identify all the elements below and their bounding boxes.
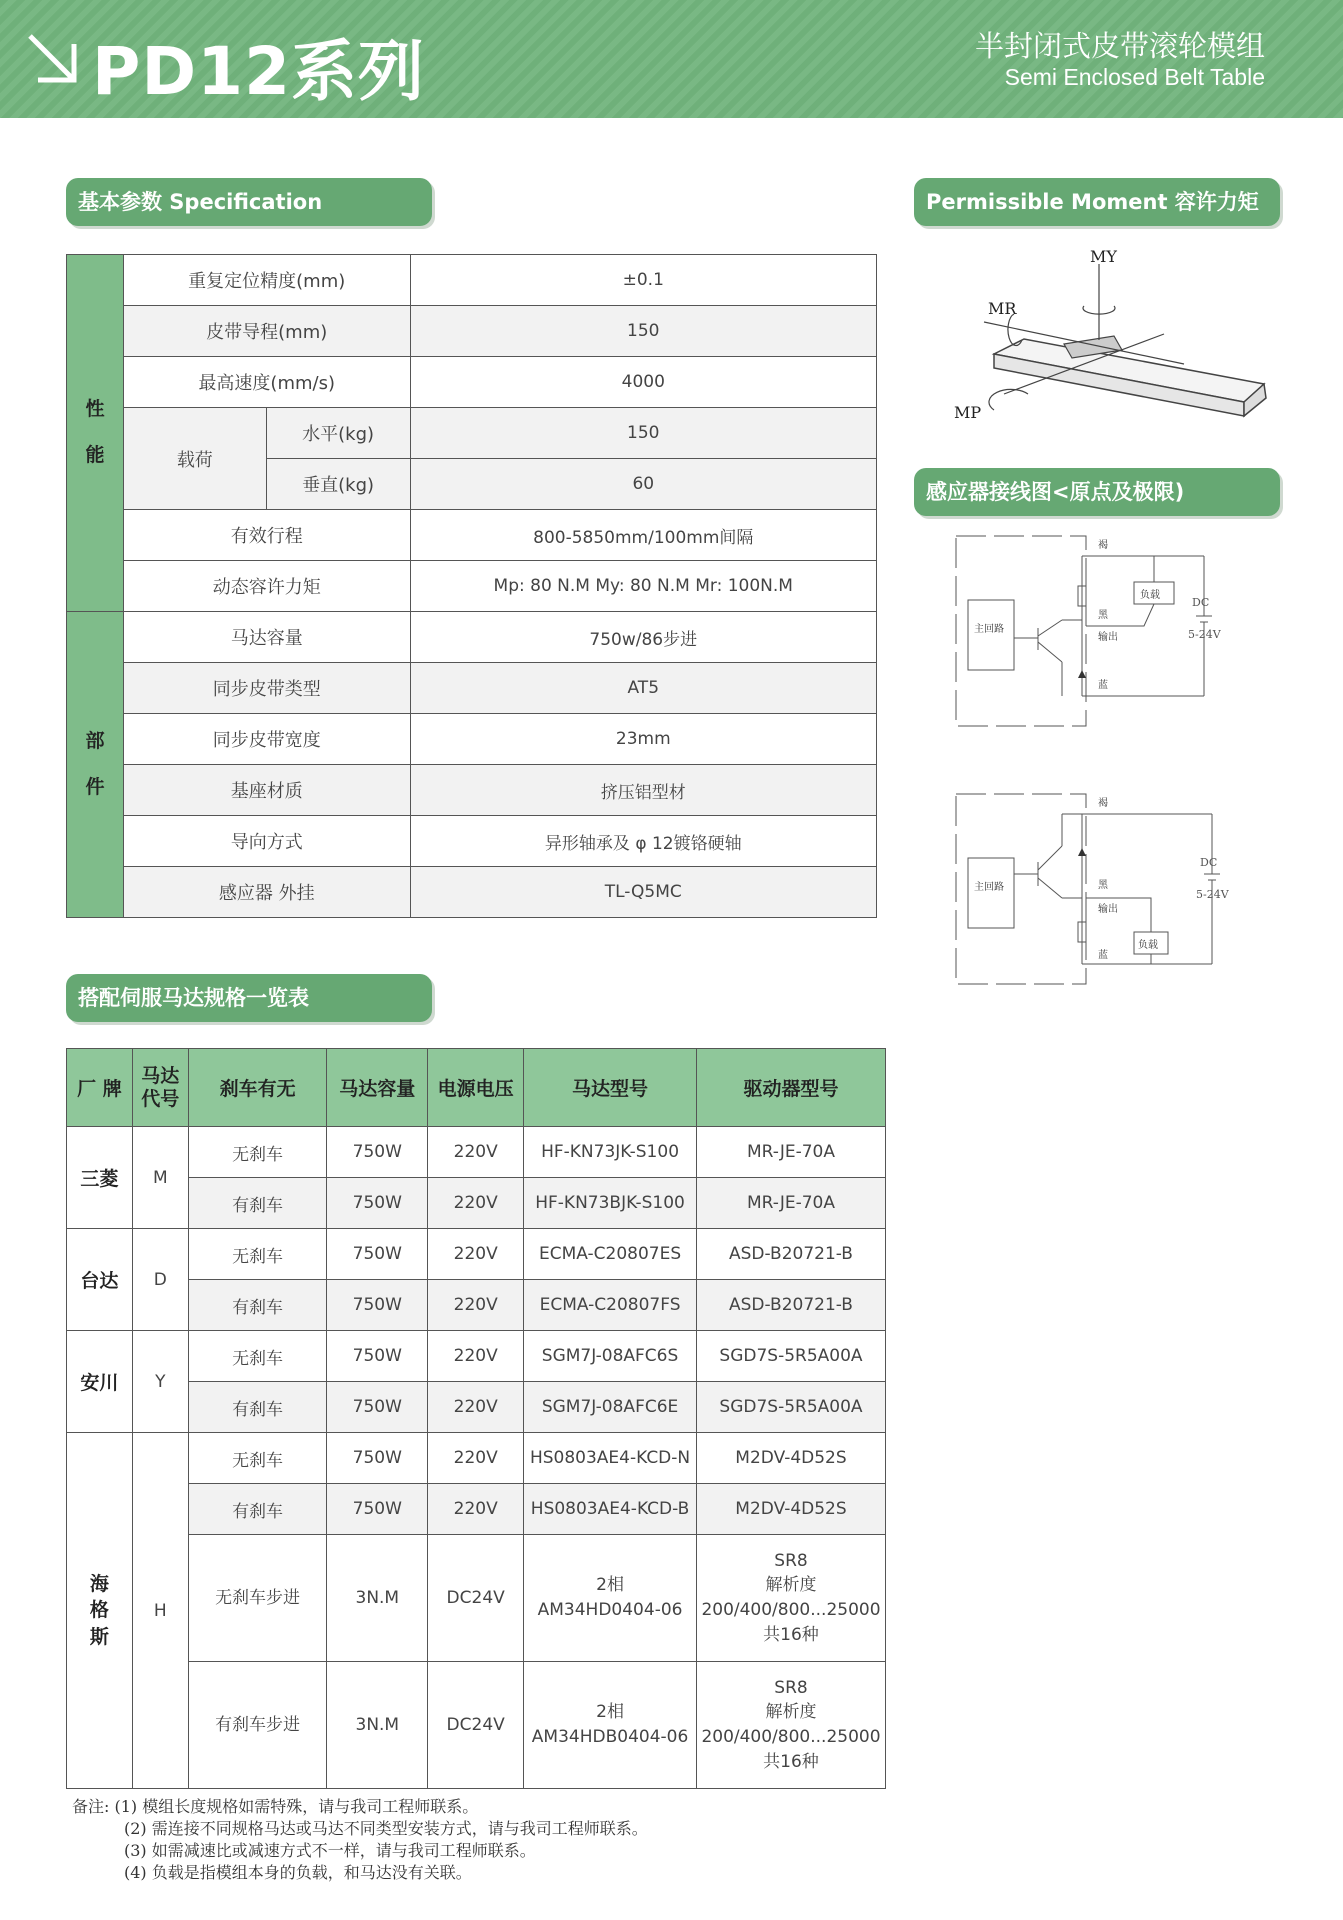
spec-label: 皮带导程(mm): [123, 306, 410, 357]
model-cell: HF-KN73JK-S100: [524, 1127, 697, 1178]
spec-value: 23mm: [410, 714, 876, 765]
table-row: [67, 255, 877, 306]
driver-cell: M2DV-4D52S: [696, 1433, 885, 1484]
model-cell: HS0803AE4-KCD-N: [524, 1433, 697, 1484]
table-row: [67, 867, 877, 918]
model-cell: ECMA-C20807ES: [524, 1229, 697, 1280]
voltage-cell: 220V: [428, 1178, 524, 1229]
voltage-cell: 220V: [428, 1127, 524, 1178]
note-item: (2) 需连接不同规格马达或马达不同类型安装方式，请与我司工程师联系。: [124, 1819, 648, 1838]
label-mr: MR: [988, 299, 1017, 318]
voltage-cell: DC24V: [428, 1535, 524, 1662]
dc-label: DC: [1192, 596, 1210, 609]
voltage-label: 5-24V: [1196, 888, 1229, 901]
brown-wire-label: 褐: [1098, 798, 1108, 809]
note-item: (4) 负载是指模组本身的负载，和马达没有关联。: [124, 1863, 472, 1882]
voltage-label: 5-24V: [1188, 628, 1221, 641]
driver-cell: [696, 1662, 885, 1789]
model-cell: SGM7J-08AFC6S: [524, 1331, 697, 1382]
header-model: 马达型号: [524, 1049, 697, 1127]
capacity-cell: 750W: [327, 1484, 428, 1535]
driver-line: 共16种: [763, 1624, 819, 1645]
brake-cell: 无刹车: [188, 1229, 327, 1280]
spec-value: 800-5850mm/100mm间隔: [410, 510, 876, 561]
model-cell: SGM7J-08AFC6E: [524, 1382, 697, 1433]
voltage-cell: 220V: [428, 1280, 524, 1331]
spec-label: 重复定位精度(mm): [123, 255, 410, 306]
brand-cell: 三菱: [67, 1127, 133, 1229]
spec-value: 4000: [410, 357, 876, 408]
dc-label: DC: [1200, 856, 1218, 869]
main-circuit-label: 主回路: [974, 882, 1004, 893]
driver-cell: [696, 1535, 885, 1662]
label-mp: MP: [954, 403, 982, 422]
moment-section-title: Permissible Moment 容许力矩: [914, 178, 1280, 226]
driver-cell: MR-JE-70A: [696, 1178, 885, 1229]
capacity-cell: 750W: [327, 1229, 428, 1280]
model-line: AM34HD0404-06: [537, 1600, 683, 1620]
spec-value: Mp: 80 N.M My: 80 N.M Mr: 100N.M: [410, 561, 876, 612]
linear-module-drawing: [994, 336, 1266, 416]
spec-value: 60: [410, 459, 876, 510]
capacity-cell: 750W: [327, 1280, 428, 1331]
spec-value: ±0.1: [410, 255, 876, 306]
driver-cell: M2DV-4D52S: [696, 1484, 885, 1535]
capacity-cell: 3N.M: [327, 1535, 428, 1662]
code-cell: M: [132, 1127, 188, 1229]
capacity-cell: 750W: [327, 1178, 428, 1229]
table-row: [67, 1280, 886, 1331]
model-cell: ECMA-C20807FS: [524, 1280, 697, 1331]
group-performance: 性 能: [67, 255, 124, 612]
driver-cell: MR-JE-70A: [696, 1127, 885, 1178]
spec-sublabel: 水平(kg): [266, 408, 410, 459]
black-wire-label: 黑: [1098, 880, 1108, 891]
servo-table: [66, 1048, 886, 1789]
brake-cell: 无刹车: [188, 1331, 327, 1382]
table-row: [67, 1229, 886, 1280]
table-row: [67, 1662, 886, 1789]
spec-label: 最高速度(mm/s): [123, 357, 410, 408]
table-row: [67, 357, 877, 408]
spec-sublabel: 垂直(kg): [266, 459, 410, 510]
model-line: 2相: [596, 1702, 624, 1723]
table-row: [67, 1535, 886, 1662]
notes: [72, 1796, 648, 1884]
model-cell: HS0803AE4-KCD-B: [524, 1484, 697, 1535]
notes-prefix: 备注:: [72, 1797, 110, 1816]
table-row: [67, 765, 877, 816]
spec-label: 载荷: [123, 408, 266, 510]
driver-cell: SGD7S-5R5A00A: [696, 1382, 885, 1433]
table-row: [67, 1331, 886, 1382]
brake-cell: 有刹车: [188, 1484, 327, 1535]
model-line: AM34HDB0404-06: [531, 1727, 689, 1747]
moment-figure: [944, 244, 1284, 444]
table-row: [67, 306, 877, 357]
table-row: [67, 1484, 886, 1535]
table-row: [67, 663, 877, 714]
brand-cell: 台达: [67, 1229, 133, 1331]
brand-cell: 海 格 斯: [67, 1433, 133, 1789]
driver-line: 200/400/800...25000: [701, 1727, 881, 1747]
subtitle-en: Semi Enclosed Belt Table: [1004, 64, 1265, 90]
header-brand: 厂 牌: [67, 1049, 133, 1127]
header-capacity: 马达容量: [327, 1049, 428, 1127]
spec-value: 150: [410, 408, 876, 459]
blue-wire-label: 蓝: [1098, 950, 1108, 961]
table-header-row: [67, 1049, 886, 1127]
note-item: (1) 模组长度规格如需特殊，请与我司工程师联系。: [114, 1797, 479, 1816]
subtitle-cn: 半封闭式皮带滚轮模组: [974, 29, 1265, 63]
brake-cell: 有刹车: [188, 1178, 327, 1229]
voltage-cell: 220V: [428, 1382, 524, 1433]
model-cell: HF-KN73BJK-S100: [524, 1178, 697, 1229]
brake-cell: 有刹车步进: [188, 1662, 327, 1789]
model-line: 2相: [596, 1575, 624, 1596]
sensor-wiring-diagram-pnp: [944, 786, 1244, 996]
note-item: (3) 如需减速比或减速方式不一样，请与我司工程师联系。: [124, 1841, 536, 1860]
driver-cell: ASD-B20721-B: [696, 1280, 885, 1331]
main-circuit-box: [968, 858, 1014, 928]
main-circuit-box: [968, 600, 1014, 670]
table-row: [67, 714, 877, 765]
driver-cell: SGD7S-5R5A00A: [696, 1331, 885, 1382]
sensor-wiring-diagram-npn: [944, 528, 1244, 738]
spec-label: 动态容许力矩: [123, 561, 410, 612]
black-wire-label: 黑: [1098, 610, 1108, 621]
spec-value: 异形轴承及 φ 12镀铬硬轴: [410, 816, 876, 867]
model-cell: [524, 1535, 697, 1662]
voltage-cell: 220V: [428, 1484, 524, 1535]
spec-label: 感应器 外挂: [123, 867, 410, 918]
driver-line: SR8: [774, 1677, 808, 1698]
spec-value: TL-Q5MC: [410, 867, 876, 918]
table-row: [67, 1433, 886, 1484]
spec-value: 750w/86步进: [410, 612, 876, 663]
model-cell: [524, 1662, 697, 1789]
spec-label: 马达容量: [123, 612, 410, 663]
spec-value: 150: [410, 306, 876, 357]
voltage-cell: 220V: [428, 1433, 524, 1484]
spec-table: [66, 254, 877, 918]
blue-wire-label: 蓝: [1098, 680, 1108, 691]
servo-section-title: 搭配伺服马达规格一览表: [66, 974, 432, 1022]
code-cell: Y: [132, 1331, 188, 1433]
header-banner: [0, 0, 1343, 118]
header-brake: 刹车有无: [188, 1049, 327, 1127]
header-code: 马达代号: [132, 1049, 188, 1127]
series-title: PD12系列: [92, 33, 426, 110]
main-circuit-label: 主回路: [974, 624, 1004, 635]
spec-value: AT5: [410, 663, 876, 714]
note-line: [72, 1796, 648, 1818]
voltage-cell: DC24V: [428, 1662, 524, 1789]
voltage-cell: 220V: [428, 1229, 524, 1280]
spec-value: 挤压铝型材: [410, 765, 876, 816]
brake-cell: 无刹车: [188, 1433, 327, 1484]
spec-label: 导向方式: [123, 816, 410, 867]
capacity-cell: 3N.M: [327, 1662, 428, 1789]
brand-cell: 安川: [67, 1331, 133, 1433]
spec-label: 有效行程: [123, 510, 410, 561]
capacity-cell: 750W: [327, 1433, 428, 1484]
brake-cell: 无刹车步进: [188, 1535, 327, 1662]
load-label: 负载: [1138, 940, 1158, 951]
spec-label: 同步皮带宽度: [123, 714, 410, 765]
spec-section-title: 基本参数 Specification: [66, 178, 432, 226]
group-parts: 部 件: [67, 612, 124, 918]
header-driver: 驱动器型号: [696, 1049, 885, 1127]
arrow-down-right-icon: [24, 30, 82, 88]
spec-label: 基座材质: [123, 765, 410, 816]
voltage-cell: 220V: [428, 1331, 524, 1382]
driver-line: 200/400/800...25000: [701, 1600, 881, 1620]
label-my: MY: [1090, 247, 1117, 266]
load-label: 负载: [1140, 590, 1160, 601]
brown-wire-label: 褐: [1098, 540, 1108, 551]
brake-cell: 有刹车: [188, 1382, 327, 1433]
table-row: [67, 510, 877, 561]
brake-cell: 无刹车: [188, 1127, 327, 1178]
sensor-section-title: 感应器接线图<原点及极限): [914, 468, 1280, 516]
table-row: [67, 1382, 886, 1433]
header-voltage: 电源电压: [428, 1049, 524, 1127]
driver-line: 解析度: [765, 1702, 817, 1723]
table-row: [67, 408, 877, 459]
output-label: 输出: [1098, 904, 1118, 915]
driver-cell: ASD-B20721-B: [696, 1229, 885, 1280]
table-row: [67, 612, 877, 663]
spec-label: 同步皮带类型: [123, 663, 410, 714]
code-cell: H: [132, 1433, 188, 1789]
driver-line: 解析度: [765, 1575, 817, 1596]
table-row: [67, 816, 877, 867]
capacity-cell: 750W: [327, 1127, 428, 1178]
capacity-cell: 750W: [327, 1331, 428, 1382]
capacity-cell: 750W: [327, 1382, 428, 1433]
table-row: [67, 1178, 886, 1229]
driver-line: SR8: [774, 1550, 808, 1571]
table-row: [67, 561, 877, 612]
output-label: 输出: [1098, 632, 1118, 643]
table-row: [67, 1127, 886, 1178]
driver-line: 共16种: [763, 1751, 819, 1772]
brake-cell: 有刹车: [188, 1280, 327, 1331]
code-cell: D: [132, 1229, 188, 1331]
